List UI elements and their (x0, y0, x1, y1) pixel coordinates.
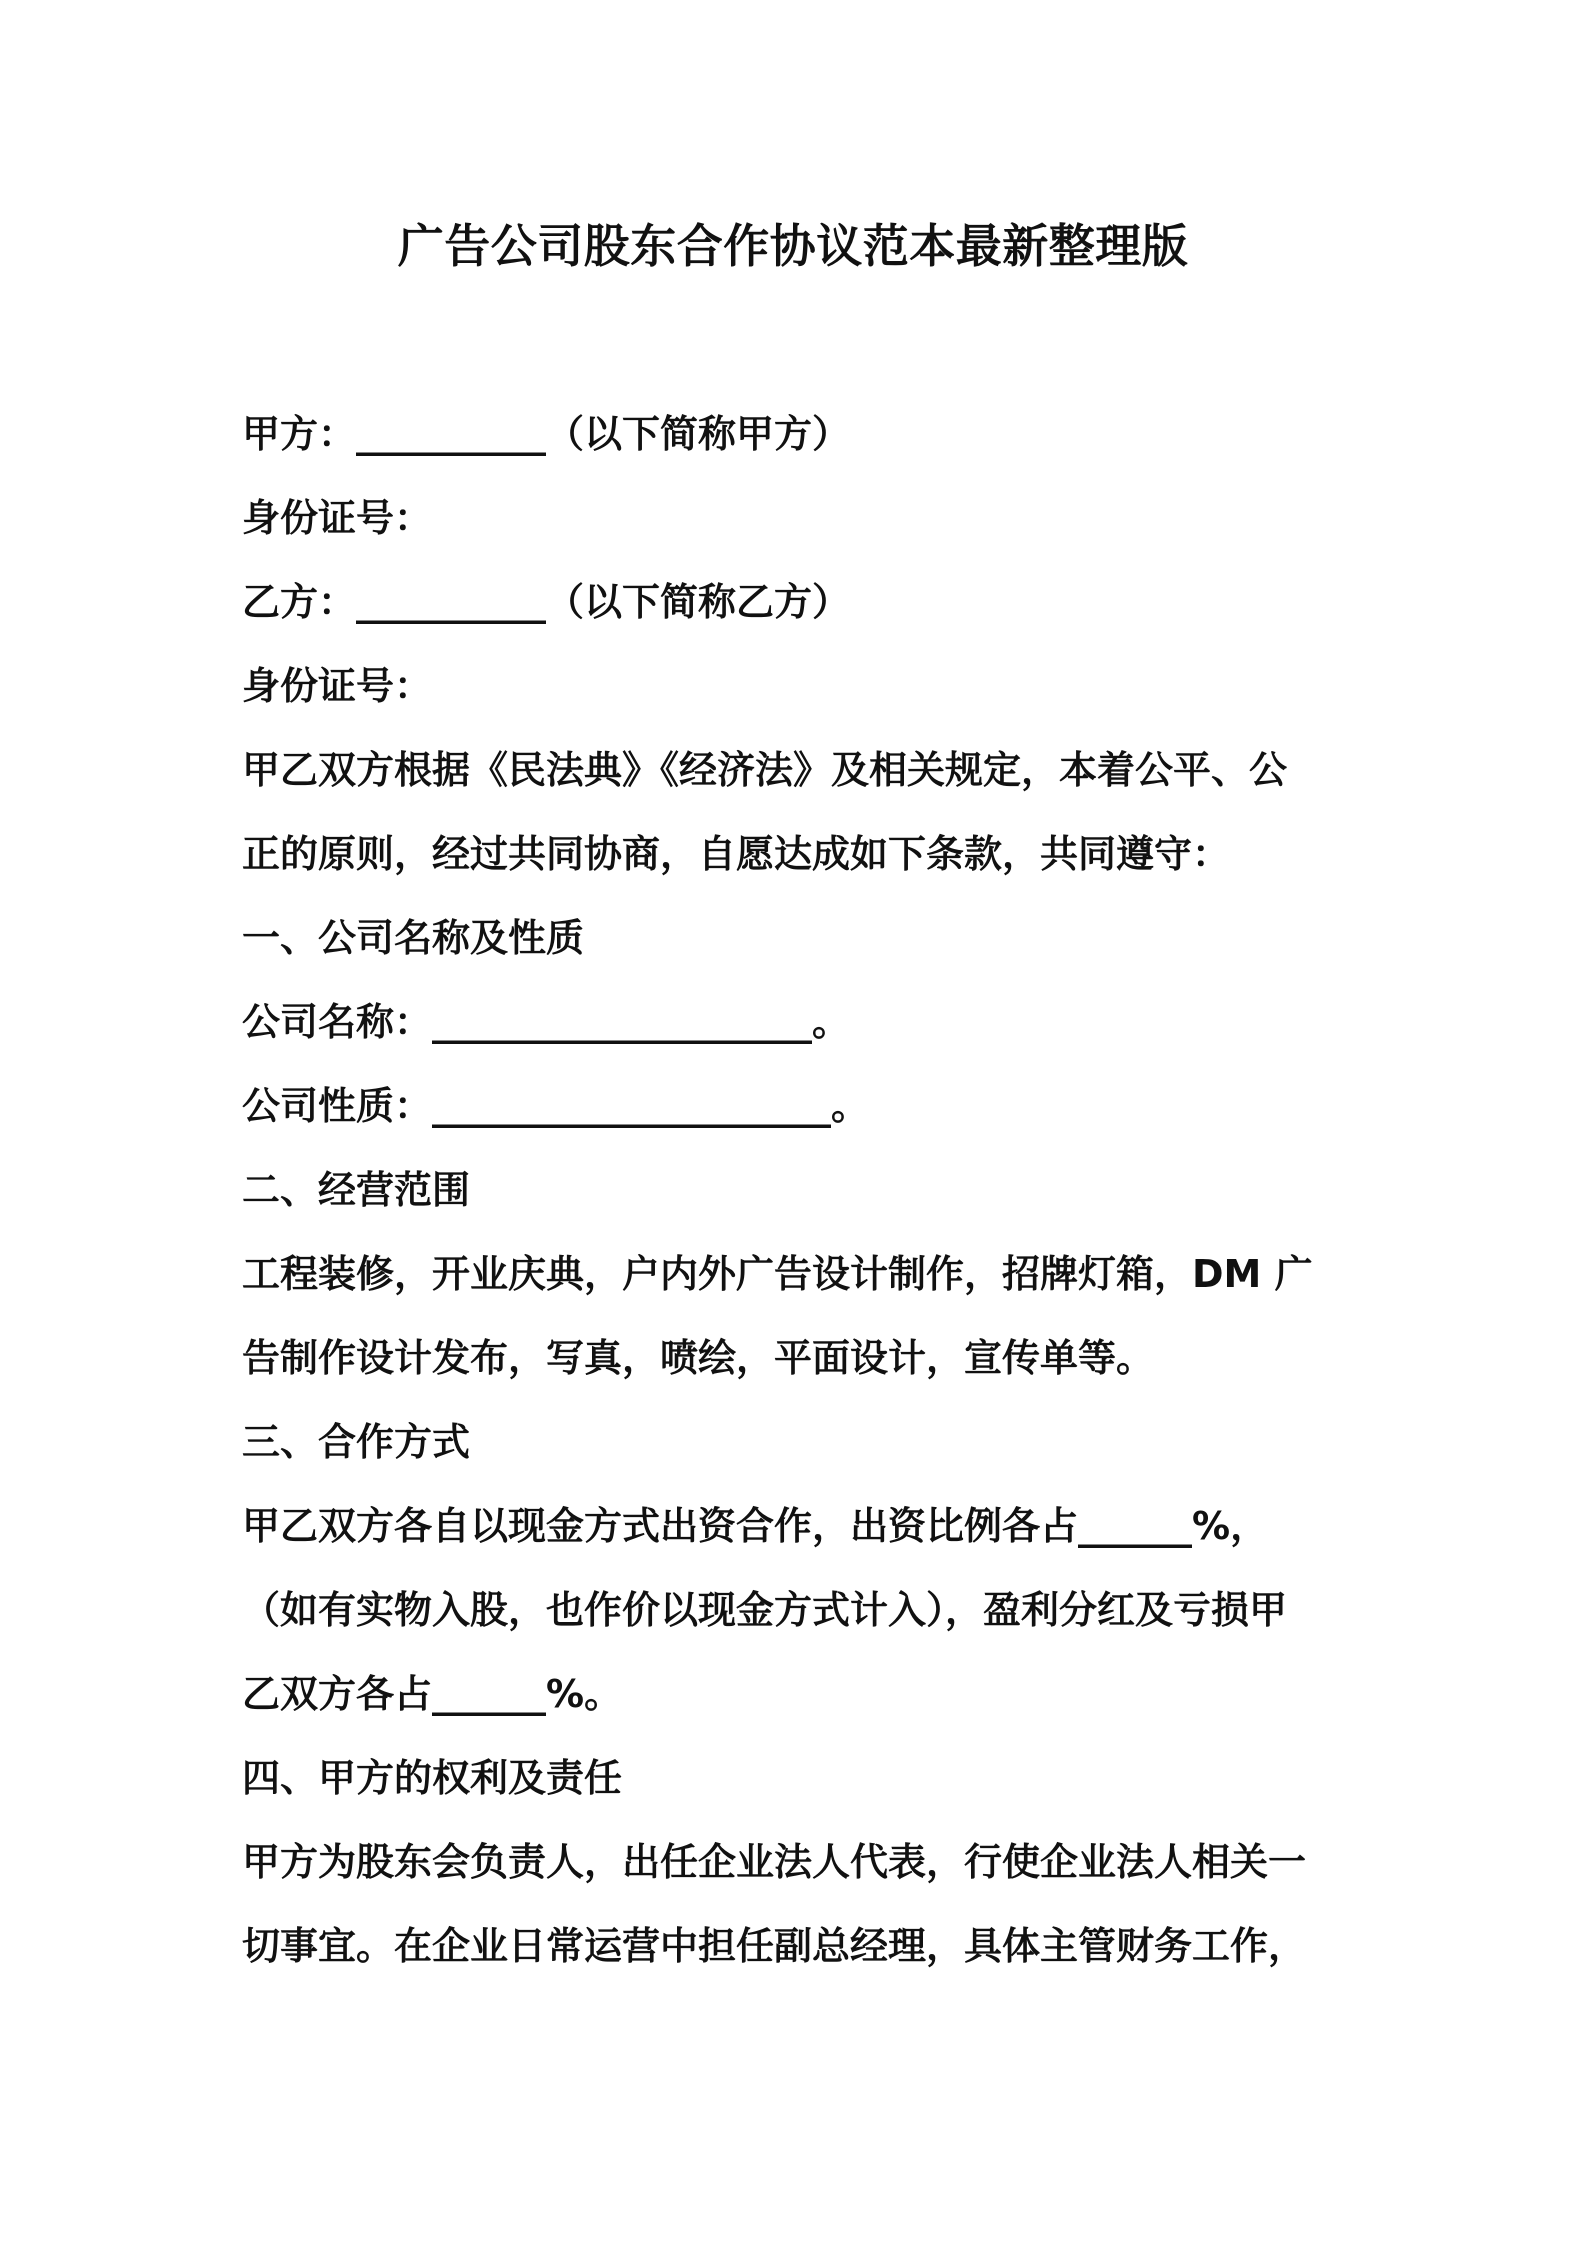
cooperation-line-2: （如有实物入股，也作价以现金方式计入），盈利分红及亏损甲 (242, 1588, 1288, 1632)
section-3-heading: 三、合作方式 (242, 1420, 471, 1464)
cooperation-line-1: 甲乙双方各自以现金方式出资合作，出资比例各占______%， (242, 1504, 1269, 1548)
party-a-line: 甲方：__________（以下简称甲方） (242, 412, 851, 456)
company-nature-line: 公司性质：_____________________。 (242, 1084, 870, 1128)
company-name-line: 公司名称：____________________。 (242, 1000, 851, 1044)
cooperation-line-3: 乙双方各占______%。 (242, 1672, 623, 1716)
party-a-duties-line-2: 切事宜。在企业日常运营中担任副总经理，具体主管财务工作， (242, 1924, 1307, 1968)
section-1-heading: 一、公司名称及性质 (242, 916, 585, 960)
business-scope-line-2: 告制作设计发布，写真，喷绘，平面设计，宣传单等。 (242, 1336, 1155, 1380)
party-a-id-line: 身份证号： (242, 496, 433, 540)
party-b-id-line: 身份证号： (242, 664, 433, 708)
party-a-duties-line-1: 甲方为股东会负责人，出任企业法人代表，行使企业法人相关一 (242, 1840, 1307, 1884)
document-title: 广告公司股东合作协议范本最新整理版 (397, 219, 1189, 273)
business-scope-line-1: 工程装修，开业庆典，户内外广告设计制作，招牌灯箱，DM 广 (242, 1252, 1313, 1296)
section-4-heading: 四、甲方的权利及责任 (242, 1756, 623, 1800)
party-b-line: 乙方：__________（以下简称乙方） (242, 580, 851, 624)
preamble-line-1: 甲乙双方根据《民法典》《经济法》及相关规定，本着公平、公 (242, 748, 1288, 792)
section-2-heading: 二、经营范围 (242, 1168, 471, 1212)
preamble-line-2: 正的原则，经过共同协商，自愿达成如下条款，共同遵守： (242, 832, 1231, 876)
